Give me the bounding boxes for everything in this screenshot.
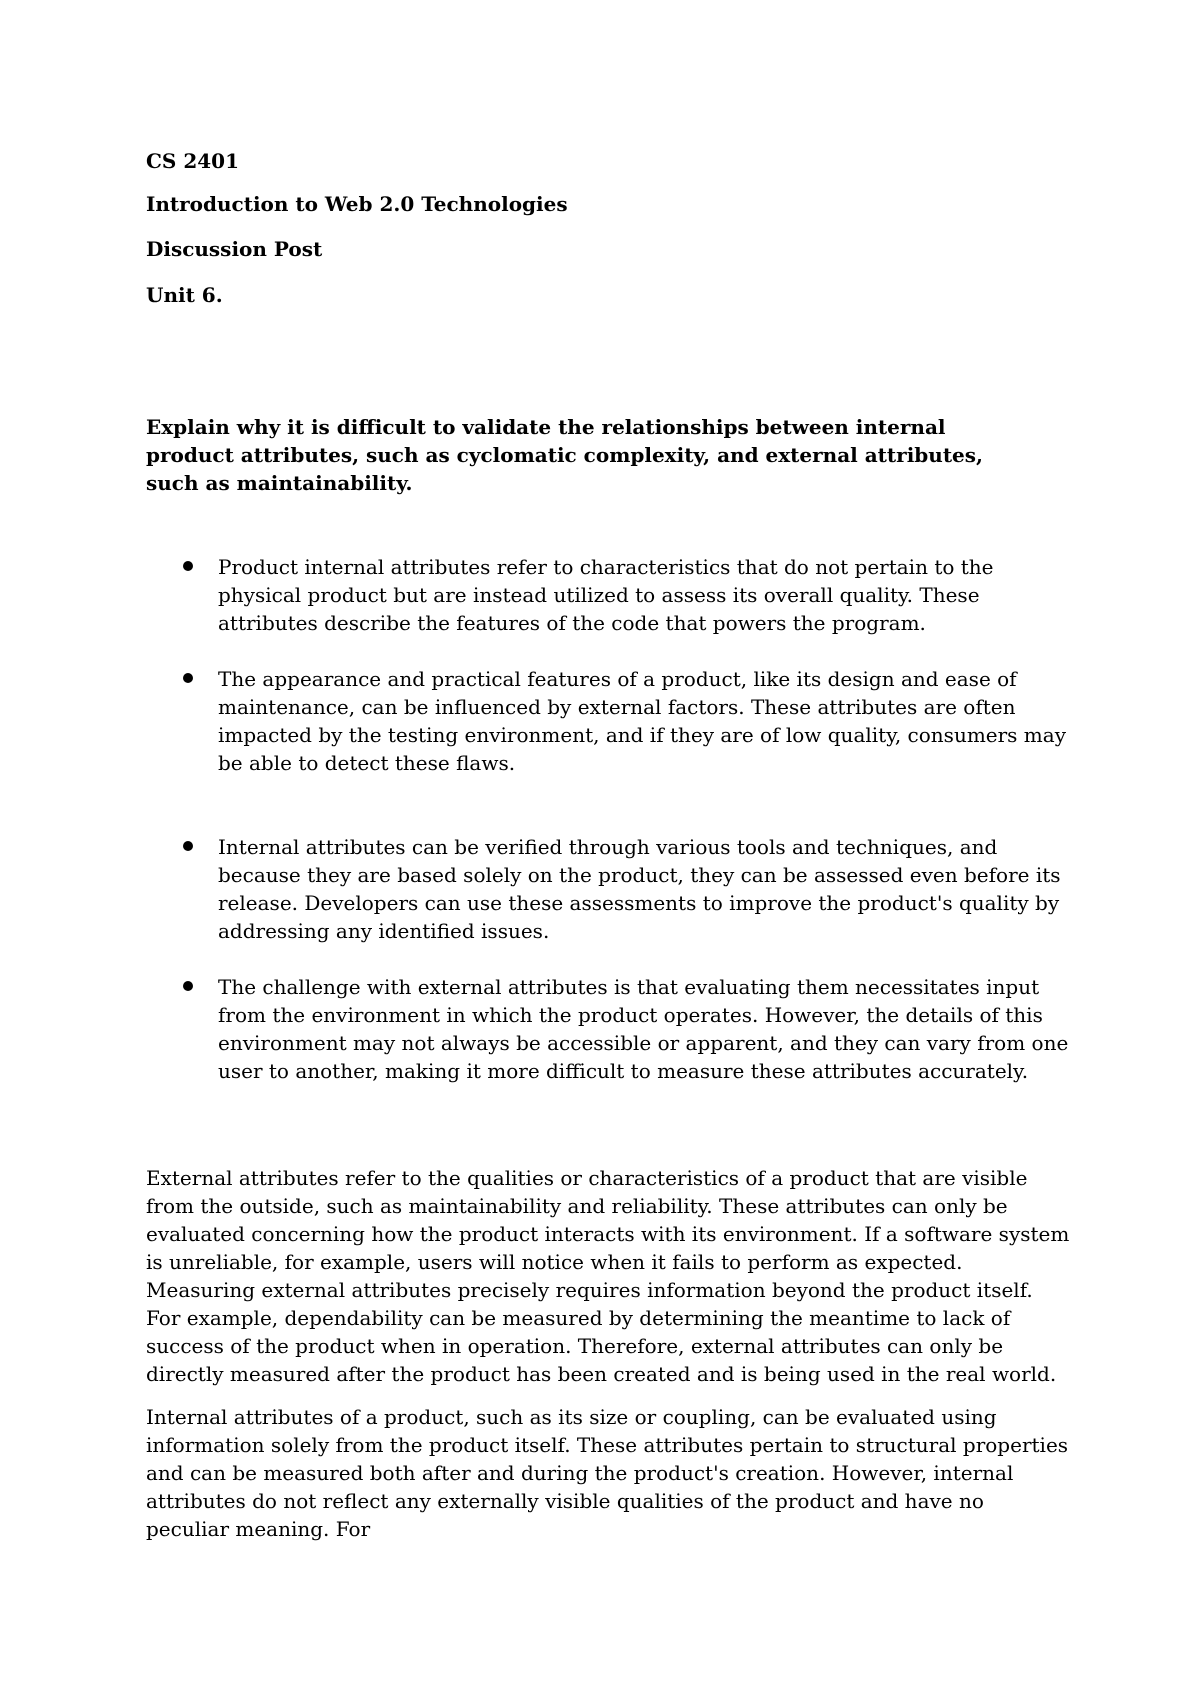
bullet-text: Product internal attributes refer to characteristics that do not pertain to the physical product but are instead utilized to assess its overall quality. These attributes describe the features of the code that powers the program. xyxy=(218,555,994,635)
course-title: Introduction to Web 2.0 Technologies xyxy=(146,192,568,216)
bullet-text: The challenge with external attributes is that evaluating them necessitates input from the environment in which the product operates. However, the details of this environment may not always be accessible or apparent, and they can vary from one user to another, making it more difficult to measure these attributes accurately. xyxy=(218,975,1069,1083)
body-paragraph: Internal attributes of a product, such as its size or coupling, can be evaluated using information solely from the product itself. These attributes pertain to structural properties and can be measured both after and during the product's creation. However, internal attributes do not reflect any externally visible qualities of the product and have no peculiar meaning. For xyxy=(146,1405,1069,1541)
bullet-text: The appearance and practical features of a product, like its design and ease of maintenance, can be influenced by external factors. These attributes are often impacted by the testing environment, and if they are of low quality, consumers may be able to detect these flaws. xyxy=(218,667,1066,775)
bullet-item xyxy=(146,973,1071,1085)
bullet-item xyxy=(146,553,1071,637)
discussion-question: Explain why it is difficult to validate the relationships between internal product attributes, such as cyclomatic complexity, and external attributes, such as maintainability. xyxy=(146,415,984,495)
bullet-item xyxy=(146,833,1071,945)
body-paragraph: External attributes refer to the qualities or characteristics of a product that are visible from the outside, such as maintainability and reliability. These attributes can only be evaluated concerning how the product interacts with its environment. If a software system is unreliable, for example, users will notice when it fails to perform as expected. Measuring external attributes precisely requires information beyond the product itself. For example, dependability can be measured by determining the meantime to lack of success of the product when in operation. Therefore, external attributes can only be directly measured after the product has been created and is being used in the real world. xyxy=(146,1166,1070,1386)
bullet-list xyxy=(146,553,1071,1085)
course-code: CS 2401 xyxy=(146,149,239,173)
bullet-dot-icon xyxy=(183,673,193,683)
unit-label: Unit 6. xyxy=(146,283,223,307)
bullet-dot-icon xyxy=(183,981,193,991)
bullet-dot-icon xyxy=(183,561,193,571)
document-type: Discussion Post xyxy=(146,237,323,261)
bullet-text: Internal attributes can be verified through various tools and techniques, and because they are based solely on the product, they can be assessed even before its release. Developers can use these assessments to improve the product's quality by addressing any identified issues. xyxy=(218,835,1061,943)
bullet-item xyxy=(146,665,1071,777)
bullet-dot-icon xyxy=(183,841,193,851)
